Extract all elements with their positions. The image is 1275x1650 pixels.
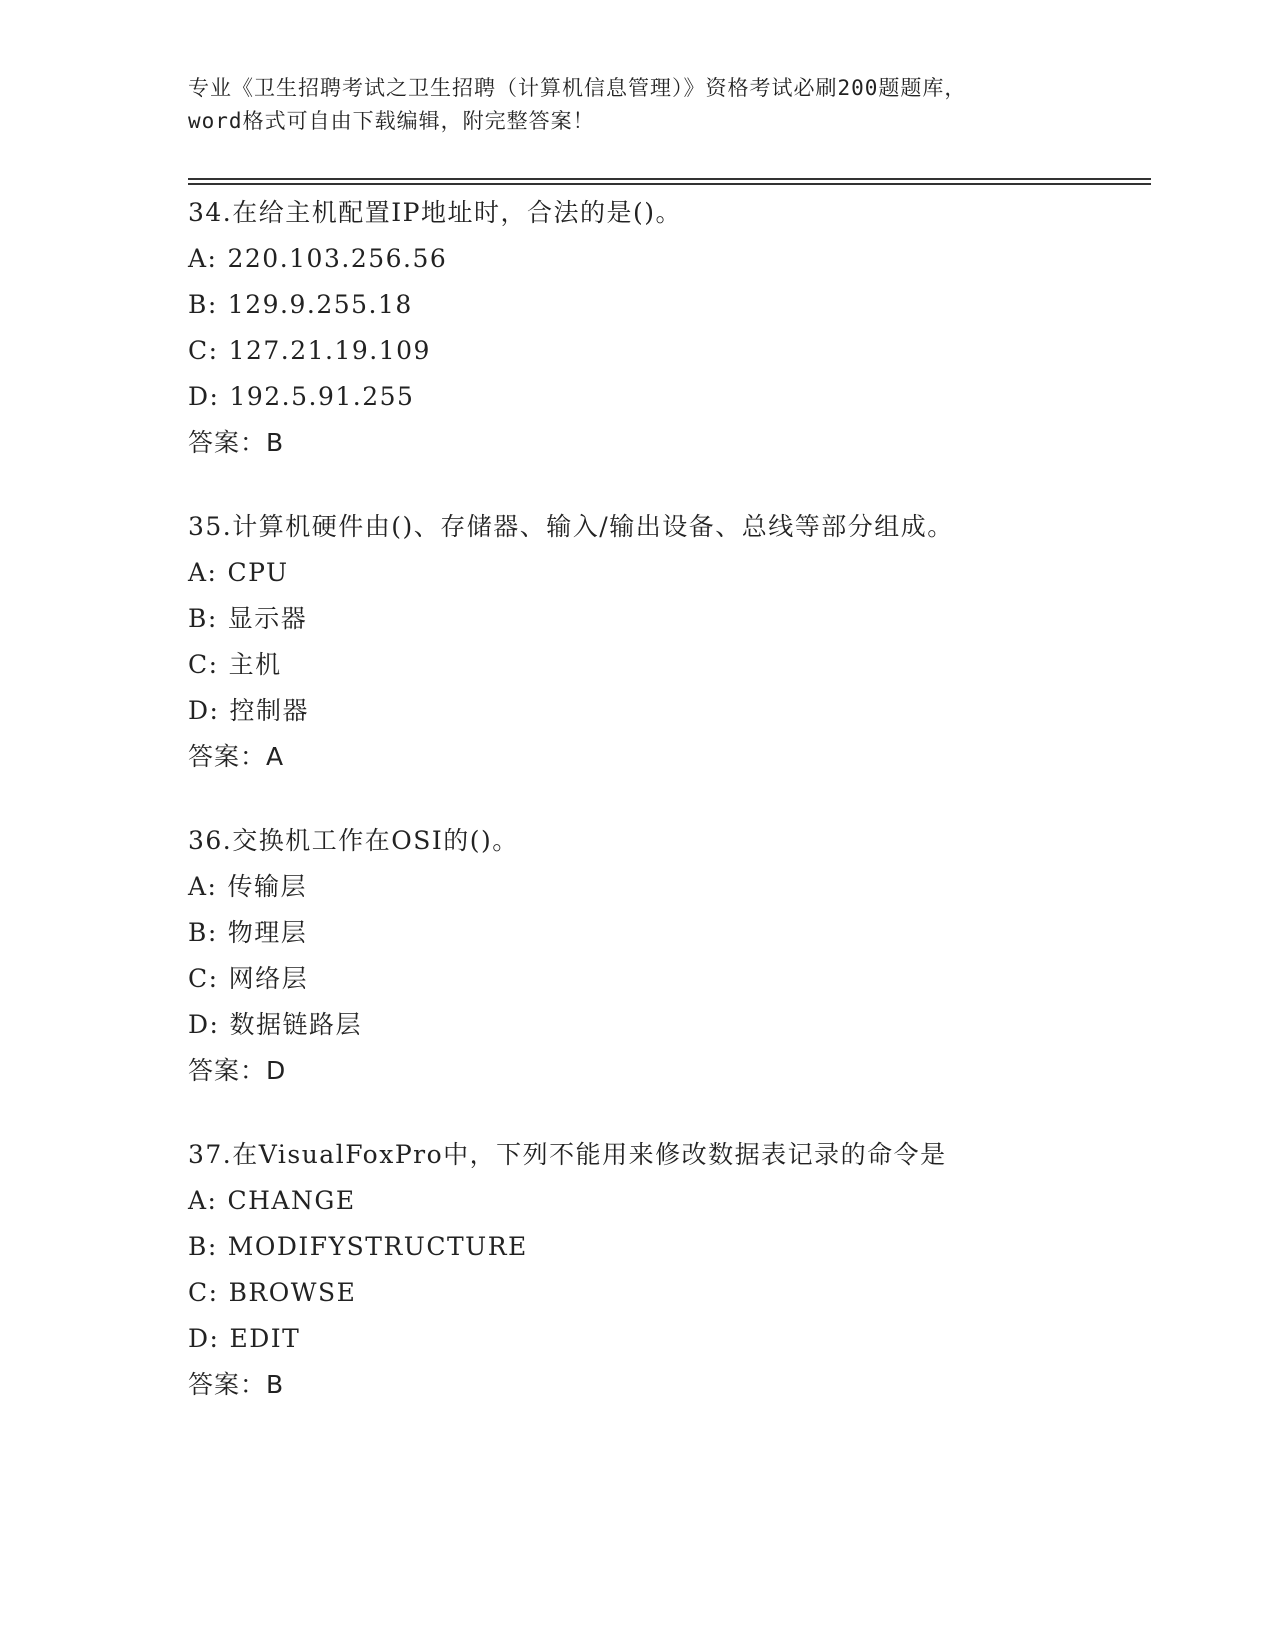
option-d xyxy=(188,1316,1148,1362)
option-label: D: xyxy=(188,1324,220,1353)
question-stem: 36.交换机工作在OSI的()。 xyxy=(188,826,519,855)
option-c xyxy=(188,1270,1148,1316)
option-text: BROWSE xyxy=(228,1278,357,1307)
question-34 xyxy=(188,190,1148,466)
question-list xyxy=(188,190,1148,1446)
option-label: A: xyxy=(188,872,218,901)
option-text: 传输层 xyxy=(227,872,307,901)
option-text: CHANGE xyxy=(227,1186,356,1215)
option-a xyxy=(188,864,1148,910)
option-text: EDIT xyxy=(229,1324,301,1353)
option-d xyxy=(188,688,1148,734)
option-text: 显示器 xyxy=(227,604,308,633)
header-line-2: word格式可自由下载编辑，附完整答案！ xyxy=(188,109,595,133)
option-a xyxy=(188,550,1148,596)
option-label: B: xyxy=(188,1232,218,1261)
option-c xyxy=(188,642,1148,688)
option-label: D: xyxy=(188,696,220,725)
option-text: 192.5.91.255 xyxy=(229,382,415,411)
answer-line: 答案：B xyxy=(188,428,285,457)
option-label: B: xyxy=(188,918,218,947)
answer-line: 答案：D xyxy=(188,1056,287,1085)
option-label: C: xyxy=(188,336,219,365)
option-a xyxy=(188,1178,1148,1224)
document-header xyxy=(188,72,1088,138)
question-stem: 35.计算机硬件由()、存储器、输入/输出设备、总线等部分组成。 xyxy=(188,512,954,541)
option-label: A: xyxy=(188,244,218,273)
option-label: D: xyxy=(188,1010,220,1039)
option-b xyxy=(188,282,1148,328)
answer-line: 答案：A xyxy=(188,742,285,771)
option-label: C: xyxy=(188,650,219,679)
question-stem: 37.在VisualFoxPro中，下列不能用来修改数据表记录的命令是 xyxy=(188,1140,947,1169)
option-label: A: xyxy=(188,1186,218,1215)
option-b xyxy=(188,910,1148,956)
option-text: 129.9.255.18 xyxy=(227,290,413,319)
option-text: 220.103.256.56 xyxy=(227,244,448,273)
option-c xyxy=(188,328,1148,374)
option-b xyxy=(188,1224,1148,1270)
option-b xyxy=(188,596,1148,642)
question-37 xyxy=(188,1132,1148,1408)
option-label: B: xyxy=(188,604,218,633)
option-text: 控制器 xyxy=(229,696,309,725)
question-35 xyxy=(188,504,1148,780)
header-divider-bottom xyxy=(188,183,1151,185)
option-text: 数据链路层 xyxy=(229,1010,362,1039)
option-text: MODIFYSTRUCTURE xyxy=(227,1232,528,1261)
option-text: CPU xyxy=(227,558,289,587)
option-text: 物理层 xyxy=(227,918,308,947)
option-d xyxy=(188,374,1148,420)
option-d xyxy=(188,1002,1148,1048)
option-text: 主机 xyxy=(228,650,282,679)
header-divider-top xyxy=(188,178,1151,180)
option-text: 127.21.19.109 xyxy=(228,336,431,365)
answer-line: 答案：B xyxy=(188,1370,285,1399)
header-line-1: 专业《卫生招聘考试之卫生招聘（计算机信息管理）》资格考试必刷200题题库， xyxy=(188,76,967,100)
option-c xyxy=(188,956,1148,1002)
option-a xyxy=(188,236,1148,282)
option-text: 网络层 xyxy=(228,964,309,993)
option-label: A: xyxy=(188,558,218,587)
option-label: C: xyxy=(188,964,219,993)
option-label: D: xyxy=(188,382,220,411)
question-36 xyxy=(188,818,1148,1094)
option-label: C: xyxy=(188,1278,219,1307)
question-stem: 34.在给主机配置IP地址时，合法的是()。 xyxy=(188,198,682,227)
option-label: B: xyxy=(188,290,218,319)
